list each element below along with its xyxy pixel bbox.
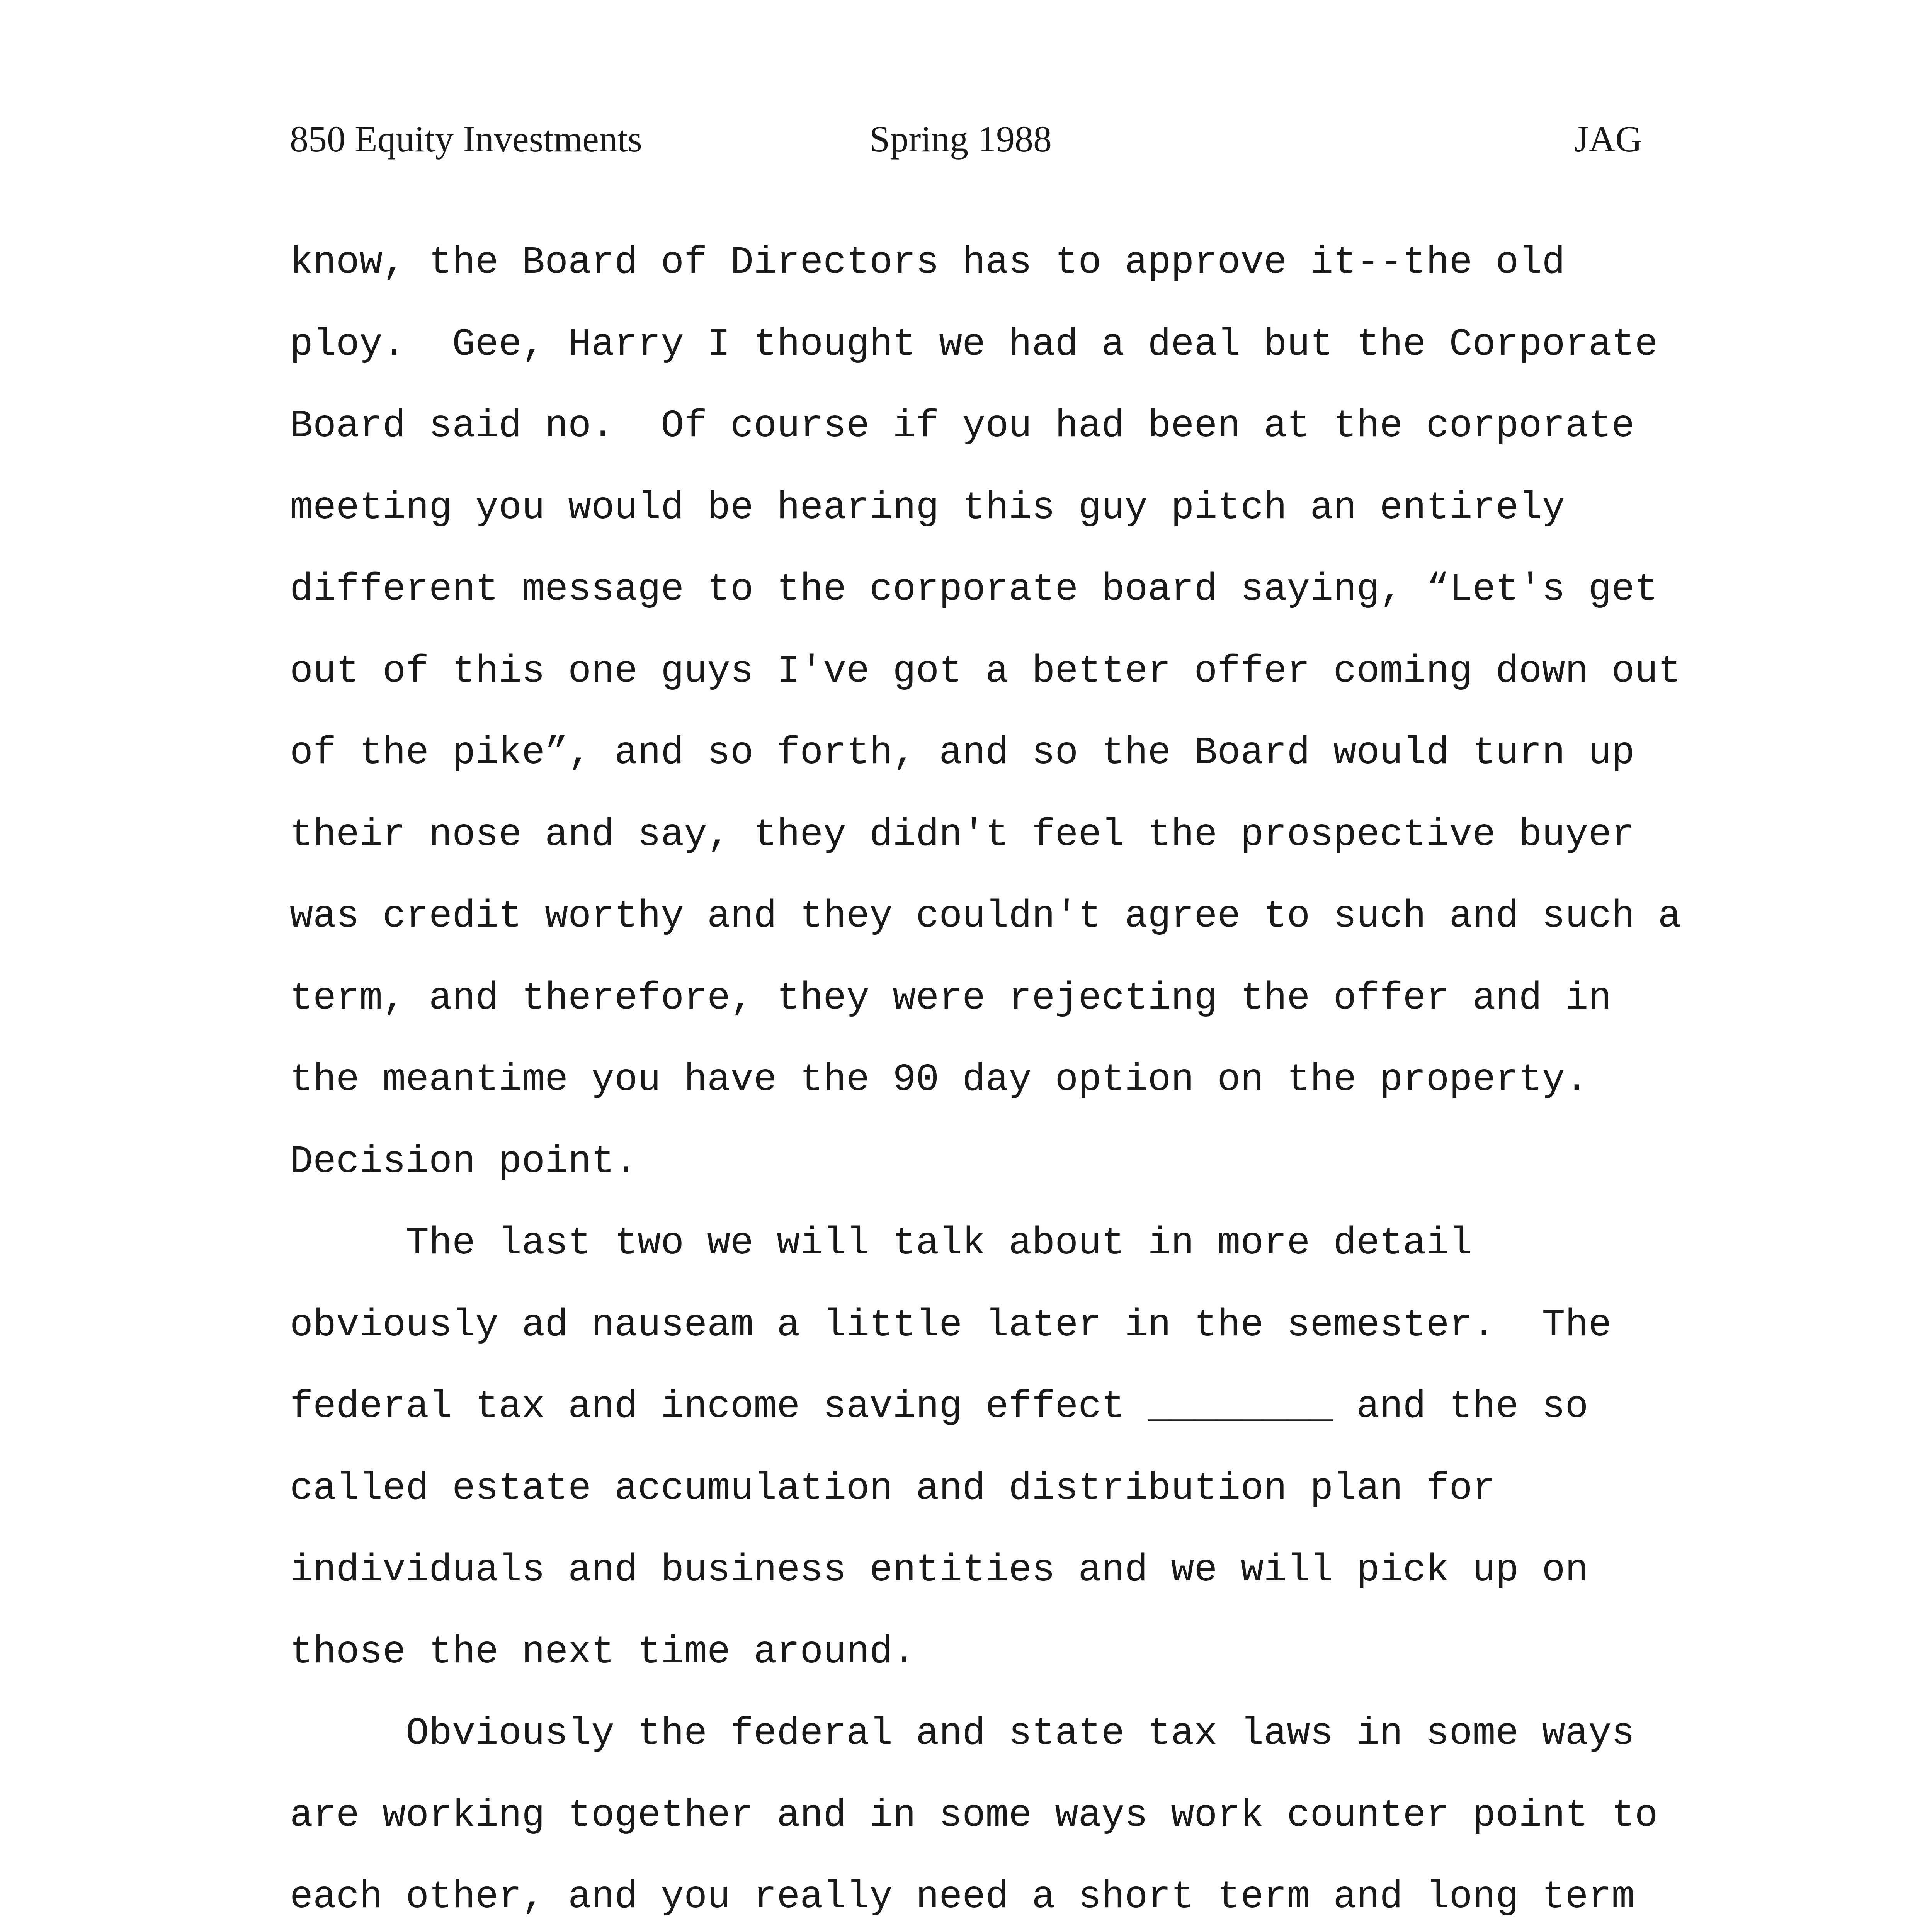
text-line: The last two we will talk about in more detail (406, 1222, 1473, 1265)
text-line: each other, and you really need a short term and long term (290, 1876, 1635, 1919)
text-line: meeting you would be hearing this guy pitch an entirely (290, 486, 1565, 530)
text-line: obviously ad nauseam a little later in the semester. The (290, 1303, 1612, 1347)
course-title: 850 Equity Investments (290, 118, 642, 160)
text-line: ploy. Gee, Harry I thought we had a deal but the Corporate (290, 323, 1658, 367)
text-line: Board said no. Of course if you had been at the corporate (290, 405, 1635, 448)
transcript-body (290, 222, 1700, 1932)
text-line: was credit worthy and they couldn't agree to such and such a (290, 895, 1681, 939)
text-line: individuals and business entities and we will pick up on (290, 1549, 1588, 1592)
text-line: federal tax and income saving effect ________ and the so (290, 1385, 1588, 1429)
text-line: out of this one guys I've got a better offer coming down out (290, 650, 1681, 694)
text-line: different message to the corporate board saying, “Let's get (290, 568, 1658, 612)
paragraph-2 (290, 1203, 1700, 1693)
author-initials: JAG (1574, 118, 1642, 160)
text-line: the meantime you have the 90 day option on the property. (290, 1058, 1588, 1102)
paragraph-3 (290, 1693, 1700, 1932)
text-line: know, the Board of Directors has to approve it--the old (290, 241, 1565, 285)
text-line: their nose and say, they didn't feel the prospective buyer (290, 813, 1635, 857)
text-line: those the next time around. (290, 1630, 916, 1674)
paragraph-1 (290, 222, 1700, 1203)
text-line: Obviously the federal and state tax laws in some ways (406, 1712, 1635, 1756)
page-header (290, 110, 1642, 168)
text-line: term, and therefore, they were rejecting the offer and in (290, 976, 1612, 1020)
text-line: Decision point. (290, 1140, 638, 1184)
term-label: Spring 1988 (869, 118, 1052, 160)
text-line: called estate accumulation and distribution plan for (290, 1467, 1496, 1511)
text-line: of the pike”, and so forth, and so the Board would turn up (290, 731, 1635, 775)
text-line: are working together and in some ways work counter point to (290, 1794, 1658, 1838)
